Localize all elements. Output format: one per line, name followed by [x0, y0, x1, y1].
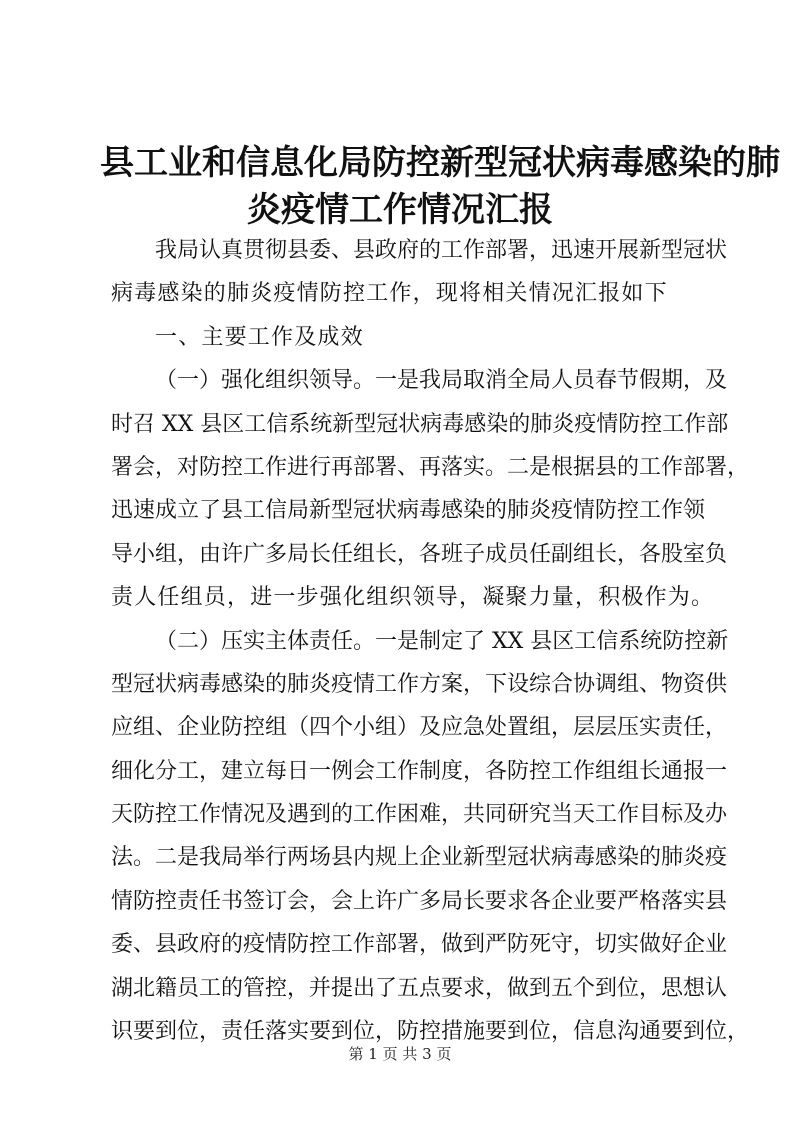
section-heading: 一、主要工作及成效: [155, 324, 364, 350]
body-line: 情防控责任书签订会，会上许广多局长要求各企业要严格落实县: [111, 888, 728, 914]
body-line: 细化分工，建立每日一例会工作制度，各防控工作组组长通报一: [111, 758, 728, 784]
body-line: 病毒感染的肺炎疫情防控工作，现将相关情况汇报如下: [111, 281, 668, 307]
body-line: 时召 XX 县区工信系统新型冠状病毒感染的肺炎疫情防控工作部: [111, 411, 729, 437]
body-line: 责人任组员，进一步强化组织领导，凝聚力量，积极作为。: [111, 585, 715, 611]
page-number-footer: 第 1 页 共 3 页: [348, 1045, 452, 1063]
body-line: 委、县政府的疫情防控工作部署，做到严防死守，切实做好企业: [111, 932, 728, 958]
document-title: [100, 140, 780, 234]
body-line: 天防控工作情况及遇到的工作困难，共同研究当天工作目标及办: [111, 802, 728, 828]
body-line: 湖北籍员工的管控，并提出了五点要求，做到五个到位，思想认: [111, 975, 728, 1001]
body-line: 我局认真贯彻县委、县政府的工作部署，迅速开展新型冠状: [155, 238, 728, 263]
body-line: 识要到位，责任落实要到位，防控措施要到位，信息沟通要到位，: [111, 1019, 750, 1045]
body-line: 应组、企业防控组（四个小组）及应急处置组，层层压实责任，: [111, 715, 728, 741]
body-line: 法。二是我局举行两场县内规上企业新型冠状病毒感染的肺炎疫: [111, 845, 728, 871]
body-line: 迅速成立了县工信局新型冠状病毒感染的肺炎疫情防控工作领: [111, 498, 706, 524]
body-line: （一）强化组织领导。一是我局取消全局人员春节假期，及: [155, 368, 728, 394]
body-line: （二）压实主体责任。一是制定了 XX 县区工信系统防控新: [155, 628, 729, 654]
body-line: 导小组，由许广多局长任组长，各班子成员任副组长，各股室负: [111, 541, 728, 567]
document-body: [111, 229, 750, 1053]
title-line-1: 县工业和信息化局防控新型冠状病毒感染的肺: [100, 143, 780, 183]
body-line: 署会，对防控工作进行再部署、再落实。二是根据县的工作部署，: [111, 454, 750, 480]
title-line-2: 炎疫情工作情况汇报: [247, 190, 553, 230]
body-line: 型冠状病毒感染的肺炎疫情工作方案，下设综合协调组、物资供: [111, 671, 728, 697]
